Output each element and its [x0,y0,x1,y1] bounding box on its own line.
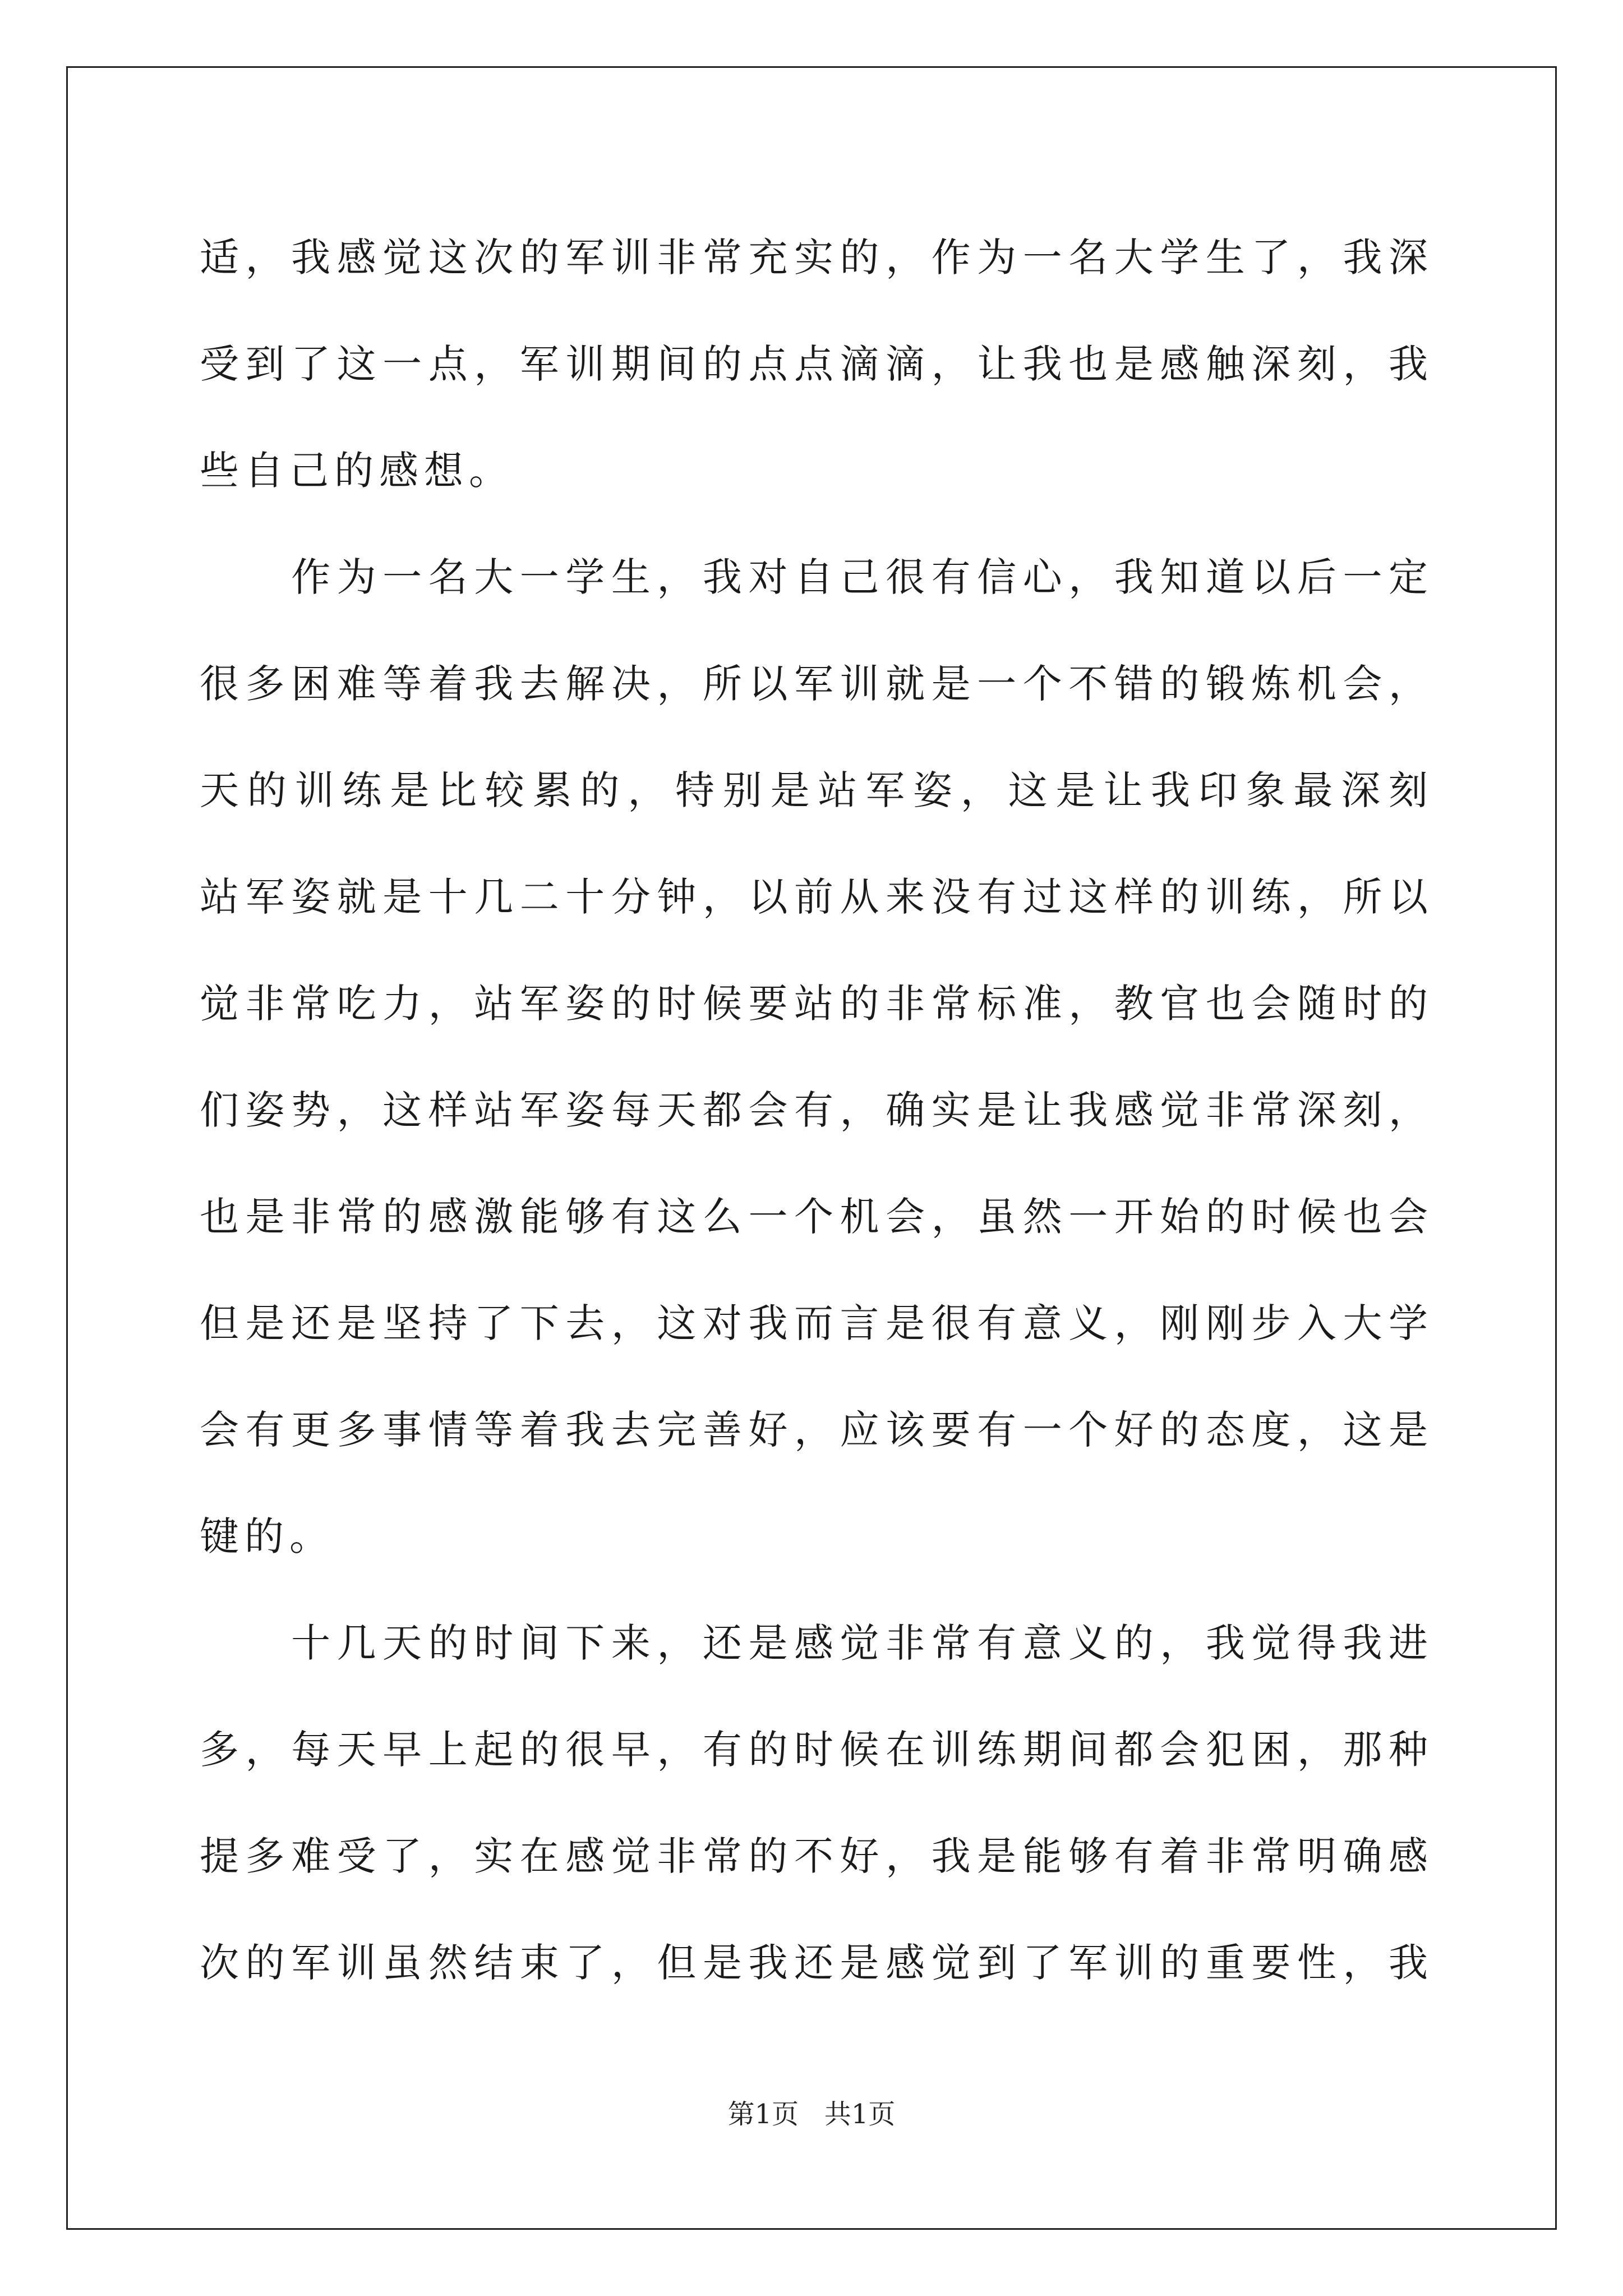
text-line: 很多困难等着我去解决，所以军训就是一个不错的锻炼机会， [200,661,1433,707]
text-line: 会有更多事情等着我去完善好，应该要有一个好的态度，这是 [200,1407,1433,1453]
text-line: 站军姿就是十几二十分钟，以前从来没有过这样的训练，所以 [200,874,1433,920]
text-line: 十几天的时间下来，还是感觉非常有意义的，我觉得我进 [291,1620,1433,1666]
text-line: 些自己的感想。 [200,448,514,494]
text-line: 天的训练是比较累的，特别是站军姿，这是让我印象最深刻 [200,767,1433,813]
document-body [200,204,1433,2016]
text-line: 觉非常吃力，站军姿的时候要站的非常标准，教官也会随时的 [200,981,1433,1027]
page-footer [0,2092,1623,2131]
text-line: 键的。 [200,1513,334,1559]
text-line: 也是非常的感激能够有这么一个机会，虽然一开始的时候也会 [200,1194,1433,1240]
text-line: 受到了这一点，军训期间的点点滴滴，让我也是感触深刻，我 [200,341,1433,387]
total-pages: 共1页 [824,2099,896,2130]
text-line: 提多难受了，实在感觉非常的不好，我是能够有着非常明确感 [200,1833,1433,1879]
text-line: 但是还是坚持了下去，这对我而言是很有意义，刚刚步入大学 [200,1300,1433,1346]
page-number: 第1页 [727,2099,799,2130]
text-line: 适，我感觉这次的军训非常充实的，作为一名大学生了，我深 [200,234,1433,280]
text-line: 次的军训虽然结束了，但是我还是感觉到了军训的重要性，我 [200,1940,1433,1986]
text-line: 们姿势，这样站军姿每天都会有，确实是让我感觉非常深刻， [200,1087,1433,1133]
text-line: 多，每天早上起的很早，有的时候在训练期间都会犯困，那种 [200,1727,1433,1773]
text-line: 作为一名大一学生，我对自己很有信心，我知道以后一定 [291,554,1433,600]
